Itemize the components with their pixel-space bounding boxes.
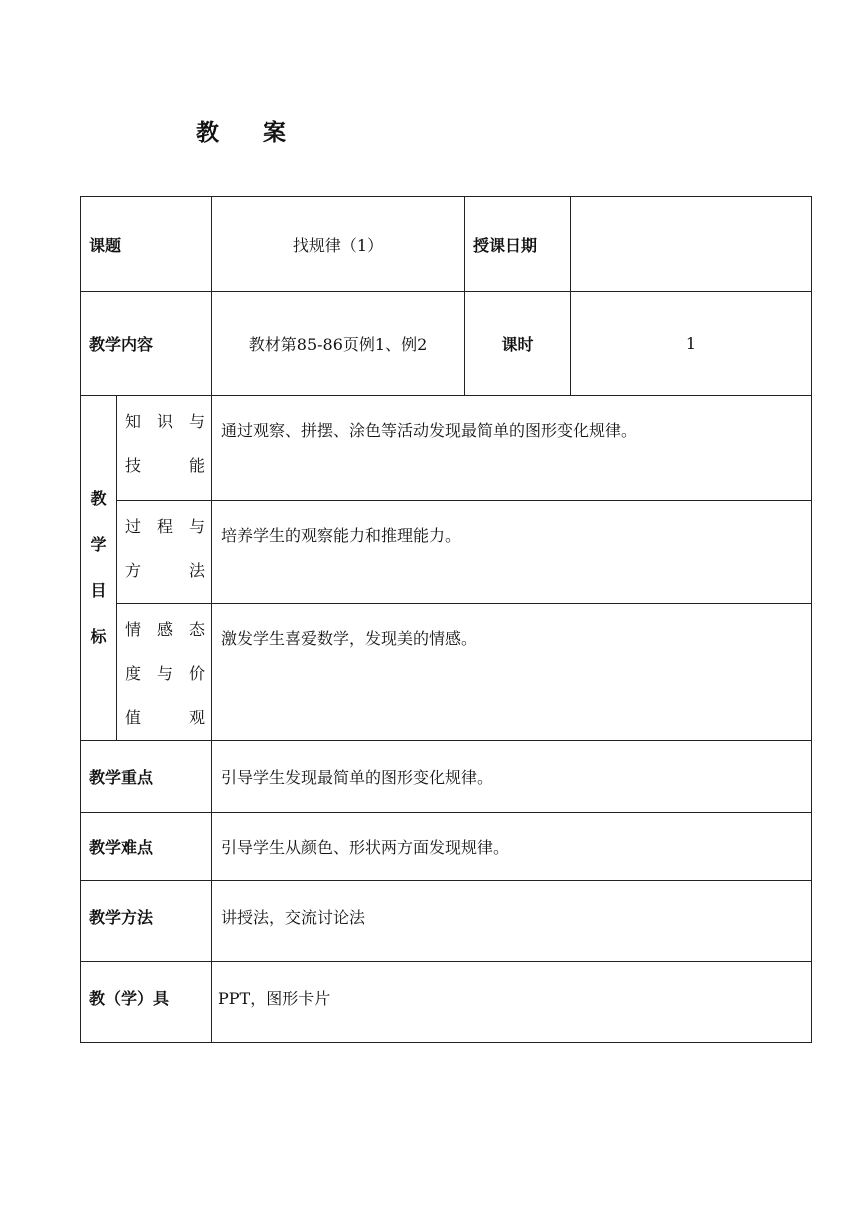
objective-emotion-label: 情 感 态 度 与 价 值观 [117,604,212,741]
key-point-text: 引导学生发现最简单的图形变化规律。 [212,741,812,813]
objective-emotion-text: 激发学生喜爱数学，发现美的情感。 [212,604,812,741]
table-row-objective-knowledge [81,396,812,501]
table-row-tools [81,962,812,1043]
objective-process-text: 培养学生的观察能力和推理能力。 [212,501,812,604]
objective-knowledge-text: 通过观察、拼摆、涂色等活动发现最简单的图形变化规律。 [212,396,812,501]
table-row-difficulty [81,813,812,881]
topic-label: 课题 [81,197,212,292]
table-row-topic [81,197,812,292]
table-row-objective-emotion [81,604,812,741]
table-row-content [81,292,812,396]
topic-value: 找规律（1） [212,197,465,292]
objectives-label: 教 学 目 标 [81,396,117,741]
hours-value: 1 [571,292,812,396]
table-row-method [81,881,812,962]
method-label: 教学方法 [81,881,212,962]
table-row-key-point [81,741,812,813]
content-label: 教学内容 [81,292,212,396]
key-point-label: 教学重点 [81,741,212,813]
date-label: 授课日期 [465,197,571,292]
objective-process-label: 过 程 与 方法 [117,501,212,604]
date-value [571,197,812,292]
tools-text: PPT，图形卡片 [212,962,812,1043]
method-text: 讲授法，交流讨论法 [212,881,812,962]
page-title: 教 案 [196,120,305,146]
difficulty-label: 教学难点 [81,813,212,881]
table-row-objective-process [81,501,812,604]
content-value: 教材第85-86页例1、例2 [212,292,465,396]
tools-label: 教（学）具 [81,962,212,1043]
objective-knowledge-label: 知识与 技能 [117,396,212,501]
lesson-plan-table [80,196,812,1043]
hours-label: 课时 [465,292,571,396]
difficulty-text: 引导学生从颜色、形状两方面发现规律。 [212,813,812,881]
